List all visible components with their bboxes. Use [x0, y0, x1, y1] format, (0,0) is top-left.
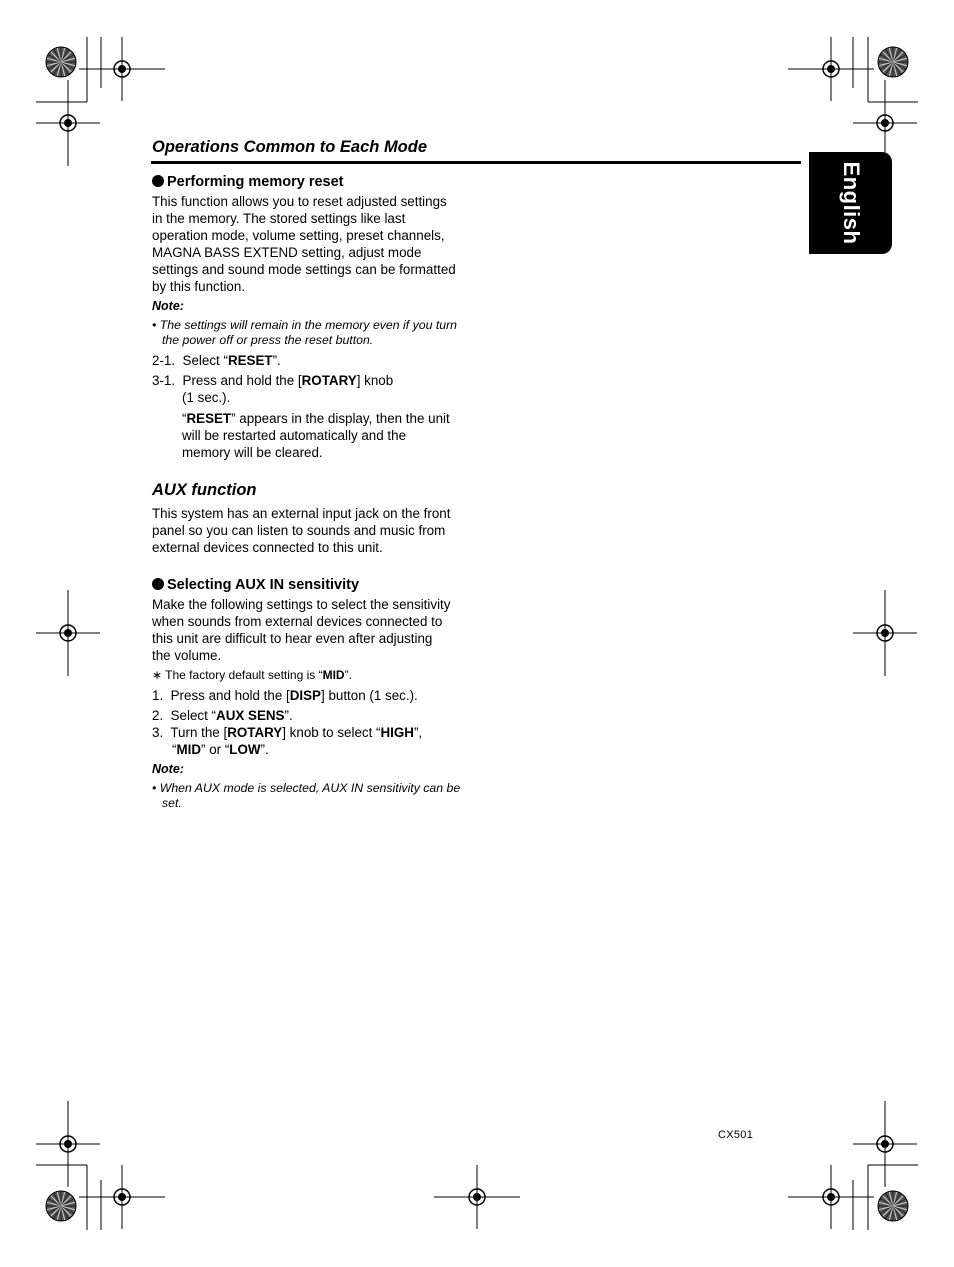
- crosshair-mark: [36, 80, 100, 166]
- aux-body: This system has an external input jack on the front panel so you can listen to sounds and music from external devices connected to this unit.: [152, 506, 451, 555]
- aux-step-3-cont: “MID” or “LOW”.: [172, 742, 269, 757]
- crosshair-mark: [788, 1165, 874, 1229]
- crosshair-mark: [79, 37, 165, 101]
- starburst-mark: [878, 1191, 908, 1221]
- subhead-aux-sensitivity: Selecting AUX IN sensitivity: [152, 577, 359, 593]
- note-label-aux: Note:: [152, 762, 184, 776]
- step-3-1-result: “RESET” appears in the display, then the unit will be restarted automatically and the memory will be cleared.: [182, 411, 450, 460]
- starburst-mark: [878, 47, 908, 77]
- note-text: • The settings will remain in the memory even if you turn the power off or press the reset button.: [152, 318, 458, 347]
- crosshair-mark: [853, 590, 917, 676]
- title-rule: [151, 161, 801, 164]
- model-number: CX501: [718, 1129, 754, 1141]
- memory-reset-body: This function allows you to reset adjusted settings in the memory. The stored settings like last operation mode, volume setting, preset channels, MAGNA BASS EXTEND setting, adjust mode settings and sound mode settings can be formatted by this function.: [152, 194, 456, 294]
- bullet-icon: [152, 578, 164, 590]
- crosshair-mark: [79, 1165, 165, 1229]
- subhead-memory-reset: Performing memory reset: [152, 174, 343, 190]
- crosshair-mark: [788, 37, 874, 101]
- aux-step-1: 1. Press and hold the [DISP] button (1 sec.).: [152, 688, 418, 703]
- step-3-1: 3-1. Press and hold the [ROTARY] knob: [152, 373, 394, 388]
- note-text-aux: • When AUX mode is selected, AUX IN sensitivity can be set.: [152, 781, 461, 810]
- crosshair-mark: [36, 1101, 100, 1187]
- section-title-aux: AUX function: [152, 481, 257, 499]
- starburst-mark: [46, 1191, 76, 1221]
- crosshair-mark: [36, 590, 100, 676]
- language-tab-label: English: [838, 161, 864, 245]
- factory-default: ∗ The factory default setting is “MID”.: [152, 668, 352, 682]
- step-2-1: 2-1. Select “RESET”.: [152, 353, 281, 368]
- crosshair-mark: [853, 1101, 917, 1187]
- note-label: Note:: [152, 299, 184, 313]
- section-title-operations: Operations Common to Each Mode: [152, 138, 428, 156]
- crosshair-mark: [434, 1165, 520, 1229]
- language-tab: [809, 152, 892, 254]
- step-3-1-duration: (1 sec.).: [182, 390, 231, 405]
- aux-sensitivity-body: Make the following settings to select the sensitivity when sounds from external devices connected to this unit are difficult to hear even after adjusting the volume.: [152, 597, 451, 663]
- aux-step-3: 3. Turn the [ROTARY] knob to select “HIGH”,: [152, 725, 423, 740]
- aux-step-2: 2. Select “AUX SENS”.: [152, 708, 293, 723]
- starburst-mark: [46, 47, 76, 77]
- bullet-icon: [152, 175, 164, 187]
